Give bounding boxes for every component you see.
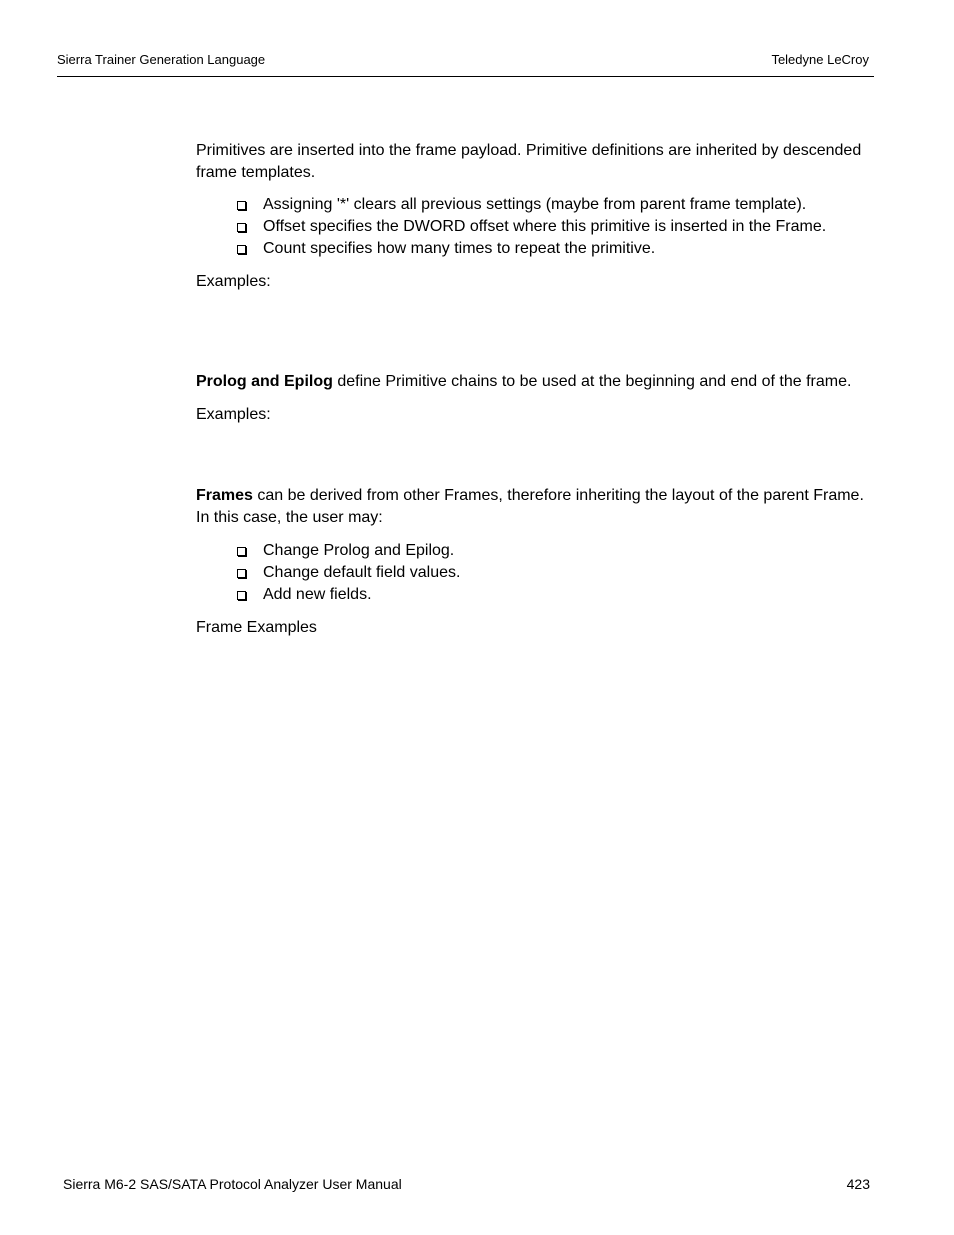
list-item: [237, 216, 876, 238]
list-item: [237, 562, 876, 584]
checkbox-bullet-icon: [237, 245, 246, 254]
frames-term: Frames: [196, 487, 253, 504]
page-content: [196, 140, 876, 639]
checkbox-bullet-icon: [237, 547, 246, 556]
list-item-text: Count specifies how many times to repeat the primitive.: [263, 240, 656, 257]
frames-text: can be derived from other Frames, therefore inheriting the layout of the parent Frame. In this case, the user may:: [196, 487, 864, 526]
primitives-paragraph: Primitives are inserted into the frame payload. Primitive definitions are inherited by descended frame templates.: [196, 142, 862, 181]
frame-examples-label: Frame Examples: [196, 619, 317, 636]
footer-manual-title: Sierra M6-2 SAS/SATA Protocol Analyzer User Manual: [63, 1176, 402, 1192]
prolog-epilog-term: Prolog and Epilog: [196, 373, 333, 390]
page-number: 423: [846, 1176, 870, 1192]
list-item-text: Offset specifies the DWORD offset where this primitive is inserted in the Frame.: [263, 218, 827, 235]
prolog-epilog-text: define Primitive chains to be used at the beginning and end of the frame.: [332, 373, 852, 390]
checkbox-bullet-icon: [237, 201, 246, 210]
list-item: [237, 238, 876, 260]
checkbox-bullet-icon: [237, 223, 246, 232]
frames-bullet-list: [196, 540, 876, 606]
list-item-text: Change Prolog and Epilog.: [263, 542, 455, 559]
checkbox-bullet-icon: [237, 569, 246, 578]
header-company: Teledyne LeCroy: [771, 52, 869, 67]
list-item-text: Add new fields.: [263, 586, 372, 603]
examples-label: Examples:: [196, 273, 271, 290]
prolog-epilog-paragraph: [196, 371, 876, 393]
frames-paragraph: [196, 485, 876, 529]
primitives-bullet-list: [196, 194, 876, 260]
list-item: [237, 540, 876, 562]
list-item-text: Change default field values.: [263, 564, 461, 581]
list-item: [237, 584, 876, 606]
checkbox-bullet-icon: [237, 591, 246, 600]
list-item-text: Assigning '*' clears all previous settings (maybe from parent frame template).: [263, 196, 807, 213]
list-item: [237, 194, 876, 216]
examples-label: Examples:: [196, 406, 271, 423]
header-title: Sierra Trainer Generation Language: [57, 52, 266, 67]
page-header: [57, 52, 874, 77]
